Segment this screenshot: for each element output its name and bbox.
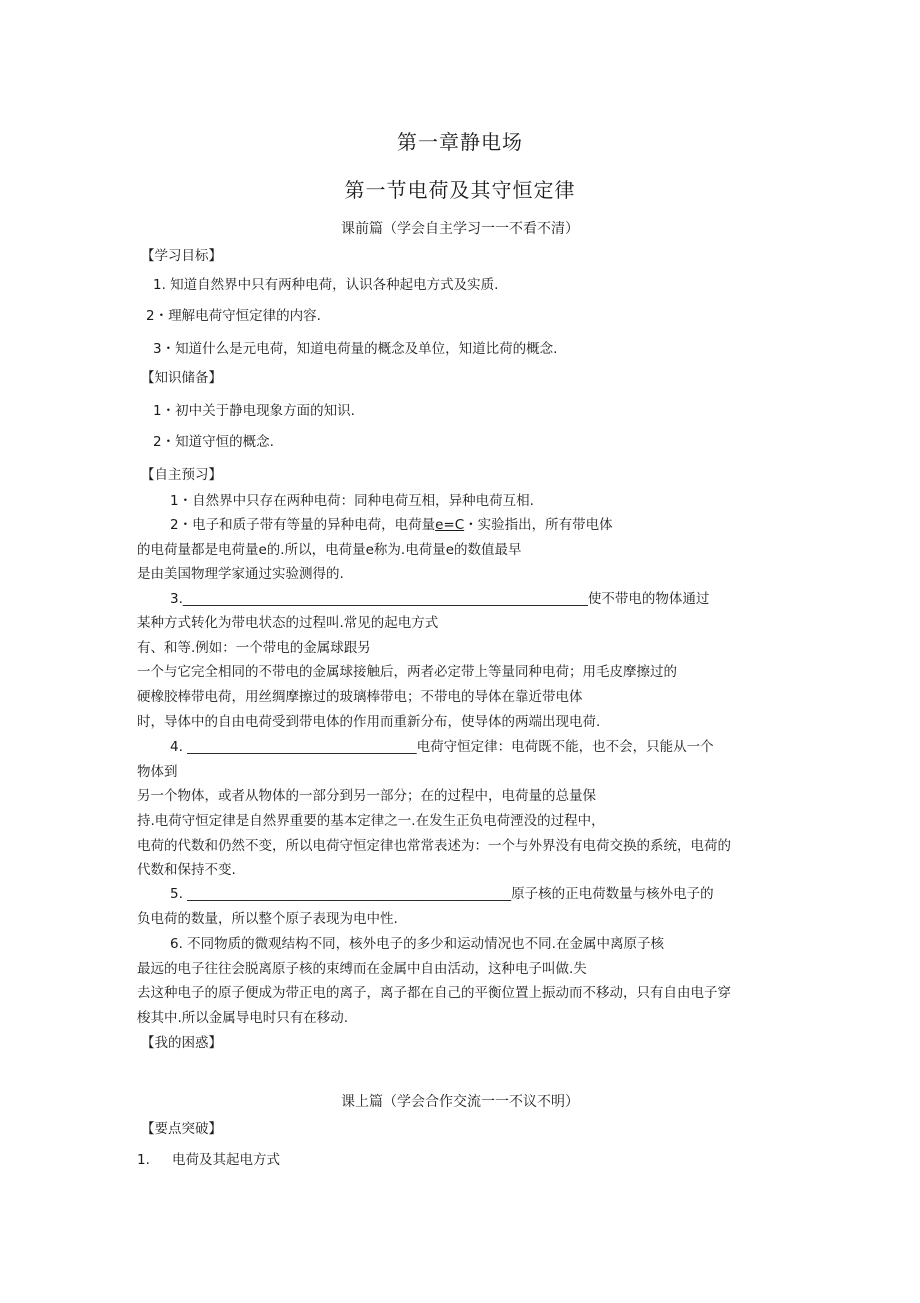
preview-item-4-line-6: 代数和保持不变. xyxy=(137,862,236,878)
preview-item-4-line-1: 4. __________________________________电荷守恒定律：电荷既不能，也不会，只能从一个 xyxy=(170,739,714,755)
key-point-1-number: 1. xyxy=(137,1152,150,1168)
preview-item-6-line-2: 最远的电子往往会脱离原子核的束缚而在金属中自由活动，这种电子叫做.失 xyxy=(137,961,587,977)
preview-item-2-line-3: 是由美国物理学家通过实验测得的. xyxy=(137,566,344,582)
in-class-heading: 课上篇（学会合作交流一一不议不明） xyxy=(341,1094,579,1110)
chapter-title: 第一章静电场 xyxy=(397,130,523,154)
preview-item-3-line-2: 某种方式转化为带电状态的过程叫.常见的起电方式 xyxy=(137,615,439,631)
preview-item-5-line-1: 5. ________________________________________________原子核的正电荷数量与核外电子的 xyxy=(170,886,714,902)
key-points-label: 【要点突破】 xyxy=(141,1121,222,1137)
preview-item-4-line-5: 电荷的代数和仍然不变，所以电荷守恒定律也常常表述为：一个与外界没有电荷交换的系统，电荷的 xyxy=(137,838,731,854)
preview-item-5-line-2: 负电荷的数量，所以整个原子表现为电中性. xyxy=(137,911,398,927)
p2-text-a: 2・电子和质子带有等量的异种电荷，电荷量 xyxy=(170,517,436,533)
knowledge-2: 2・知道守恒的概念. xyxy=(153,434,274,450)
preview-item-3-line-5: 硬橡胶棒带电荷，用丝绸摩擦过的玻璃棒带电；不带电的导体在靠近带电体 xyxy=(137,689,583,705)
preview-item-6-line-1: 6. 不同物质的微观结构不同，核外电子的多少和运动情况也不同.在金属中离原子核 xyxy=(170,936,664,952)
preview-item-3-line-4: 一个与它完全相同的不带电的金属球接触后，两者必定带上等量同种电荷；用毛皮摩擦过的 xyxy=(137,664,677,680)
objective-2: 2・理解电荷守恒定律的内容. xyxy=(146,308,321,324)
preview-item-4-line-2: 物体到 xyxy=(137,764,178,780)
preview-item-4-line-4: 持.电荷守恒定律是自然界重要的基本定律之一.在发生正负电荷湮没的过程中， xyxy=(137,813,605,829)
preview-item-3-line-1: 3.____________________________________________________________使不带电的物体通过 xyxy=(170,591,710,607)
knowledge-1: 1・初中关于静电现象方面的知识. xyxy=(153,403,355,419)
preview-item-6-line-4: 梭其中.所以金属导电时只有在移动. xyxy=(137,1010,349,1026)
p2-text-b: ・实验指出，所有带电体 xyxy=(464,517,613,533)
preview-item-6-line-3: 去这种电子的原子便成为带正电的离子，离子都在自己的平衡位置上振动而不移动，只有自由电子穿 xyxy=(137,985,731,1001)
confusion-label: 【我的困惑】 xyxy=(141,1035,222,1051)
preview-item-1: 1・自然界中只存在两种电荷：同种电荷互相，异种电荷互相. xyxy=(170,493,534,509)
preview-item-3-line-3: 有、和等.例如：一个带电的金属球跟另 xyxy=(137,640,371,656)
preview-item-2-line-1 xyxy=(170,516,613,534)
objective-3: 3・知道什么是元电荷，知道电荷量的概念及单位，知道比荷的概念. xyxy=(153,341,558,357)
objectives-label: 【学习目标】 xyxy=(141,248,222,264)
key-point-1-text: 电荷及其起电方式 xyxy=(172,1152,280,1168)
preview-item-3-line-6: 时，导体中的自由电荷受到带电体的作用而重新分布，使导体的两端出现电荷. xyxy=(137,714,601,730)
preview-label: 【自主预习】 xyxy=(141,467,222,483)
objective-1: 1. 知道自然界中只有两种电荷，认识各种起电方式及实质. xyxy=(153,277,499,293)
preview-item-4-line-3: 另一个物体，或者从物体的一部分到另一部分；在的过程中，电荷量的总量保 xyxy=(137,788,596,804)
p2-formula: e=C xyxy=(435,517,465,533)
section-title: 第一节电荷及其守恒定律 xyxy=(344,178,576,202)
pre-class-heading: 课前篇（学会自主学习一一不看不清） xyxy=(341,221,579,237)
knowledge-label: 【知识储备】 xyxy=(141,370,222,386)
preview-item-2-line-2: 的电荷量都是电荷量e的.所以，电荷量e称为.电荷量e的数值最早 xyxy=(137,542,522,558)
